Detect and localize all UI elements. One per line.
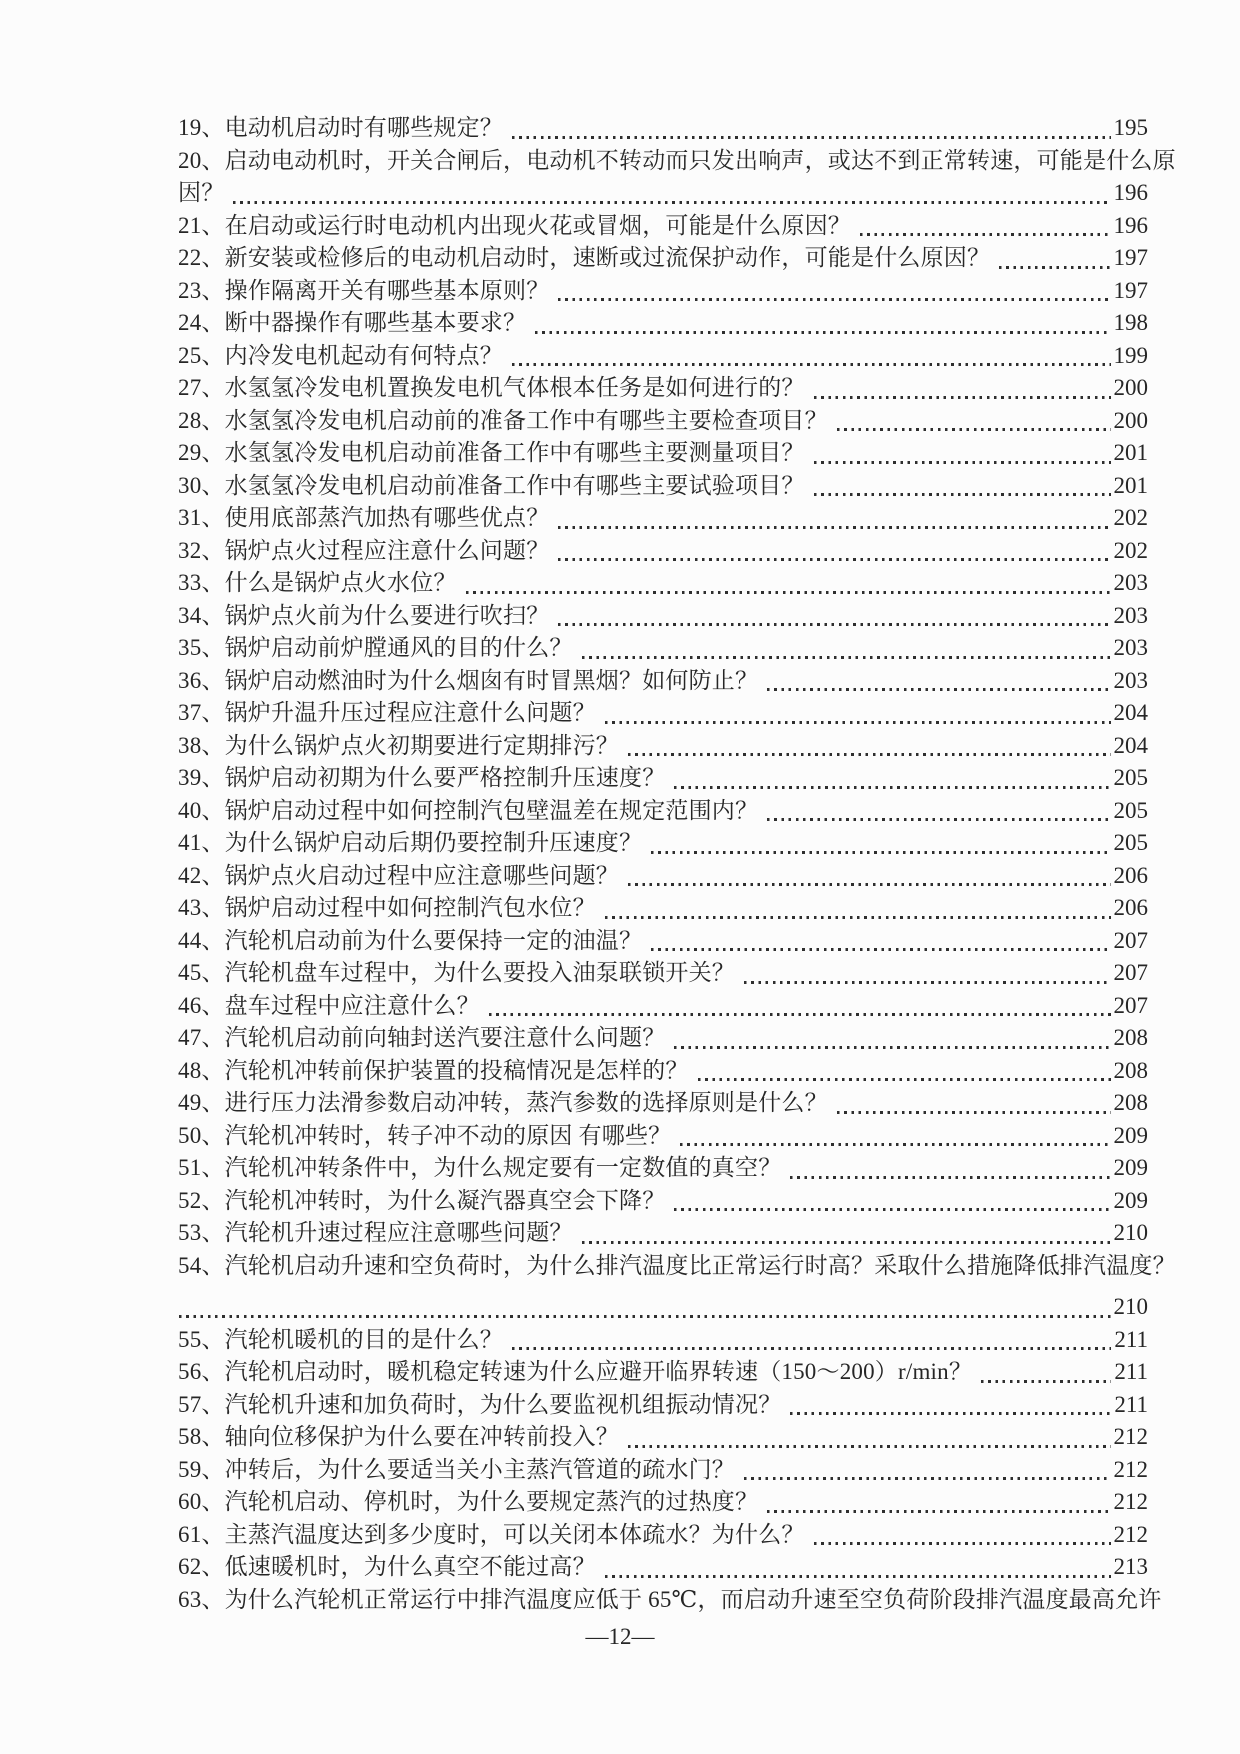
toc-entry-line xyxy=(178,795,1148,828)
toc-entry-line xyxy=(178,340,1148,373)
toc-entry-line xyxy=(178,535,1148,568)
toc-entry-text: 43、锅炉启动过程中如何控制汽包水位？ xyxy=(178,895,596,920)
toc-entry-text: 29、水氢氢冷发电机启动前准备工作中有哪些主要测量项目？ xyxy=(178,440,805,465)
toc-page-number: 206 xyxy=(1113,862,1148,888)
toc-entry-line xyxy=(178,925,1148,958)
dot-leader xyxy=(674,786,1110,789)
toc-entry-text: 49、进行压力法滑参数启动冲转，蒸汽参数的选择原则是什么？ xyxy=(178,1090,828,1115)
toc-page-number: 207 xyxy=(1113,960,1148,985)
toc-entry-line xyxy=(178,1087,1148,1120)
toc-entry-text: 48、汽轮机冲转前保护装置的投稿情况是怎样的？ xyxy=(178,1057,689,1083)
toc-page-number: 205 xyxy=(1113,797,1148,823)
toc-page-number: 204 xyxy=(1113,700,1148,725)
dot-leader xyxy=(837,428,1111,431)
toc-entry-text: 55、汽轮机暖机的目的是什么？ xyxy=(178,1326,503,1352)
toc-entry-text: 37、锅炉升温升压过程应注意什么问题？ xyxy=(178,700,596,725)
toc-entry-line xyxy=(178,827,1148,860)
dot-leader xyxy=(233,201,1110,204)
dot-leader xyxy=(582,1241,1111,1244)
toc-entry-text: 58、轴向位移保护为什么要在冲转前投入？ xyxy=(178,1424,619,1449)
dot-leader xyxy=(535,331,1110,334)
toc-entry-line xyxy=(178,1584,1162,1617)
page-footer-number: —12— xyxy=(585,1624,655,1649)
dot-leader xyxy=(512,136,1111,139)
toc-page-number: 203 xyxy=(1113,602,1148,628)
toc-entry-text: 40、锅炉启动过程中如何控制汽包壁温差在规定范围内？ xyxy=(178,797,759,823)
toc-entry-line xyxy=(178,1250,1176,1283)
dot-leader xyxy=(790,1412,1111,1415)
dot-leader xyxy=(767,688,1110,691)
toc-entry-line xyxy=(178,600,1148,633)
toc-entry-text: 因？ xyxy=(178,180,225,205)
dot-leader xyxy=(582,656,1111,659)
toc-entry-line xyxy=(178,892,1148,925)
toc-page-number: 210 xyxy=(1113,1294,1148,1319)
toc-entry-line xyxy=(178,1486,1148,1519)
dot-leader xyxy=(512,363,1111,366)
dot-leader xyxy=(767,1510,1110,1513)
toc-entry-text: 21、在启动或运行时电动机内出现火花或冒烟，可能是什么原因？ xyxy=(178,212,851,238)
toc-entry-line xyxy=(178,697,1148,730)
toc-entry-line xyxy=(178,1454,1148,1487)
dot-leader xyxy=(628,1445,1111,1448)
toc-entry-line xyxy=(178,502,1148,535)
toc-entry-text: 44、汽轮机启动前为什么要保持一定的油温？ xyxy=(178,927,643,953)
toc-entry-line xyxy=(178,1120,1148,1153)
toc-page-number: 200 xyxy=(1113,375,1148,400)
toc-entry-text: 19、电动机启动时有哪些规定？ xyxy=(178,115,503,140)
toc-entry-line xyxy=(178,112,1148,145)
toc-page-number: 196 xyxy=(1113,180,1148,205)
dot-leader xyxy=(489,1013,1111,1016)
toc-entry-line xyxy=(178,1324,1148,1357)
toc-entry-text: 30、水氢氢冷发电机启动前准备工作中有哪些主要试验项目？ xyxy=(178,472,805,498)
toc-entry-line xyxy=(178,372,1148,405)
toc-entry-text: 36、锅炉启动燃油时为什么烟囱有时冒黑烟？如何防止？ xyxy=(178,667,759,693)
toc-entry-line xyxy=(178,275,1148,308)
toc-page-number: 200 xyxy=(1113,407,1148,433)
dot-leader xyxy=(814,493,1111,496)
toc-entry-line xyxy=(178,665,1148,698)
toc-page-number: 205 xyxy=(1113,830,1148,855)
toc-page-number: 209 xyxy=(1113,1155,1148,1180)
toc-entry-text: 52、汽轮机冲转时，为什么凝汽器真空会下降？ xyxy=(178,1187,666,1213)
toc-entry-line xyxy=(178,405,1148,438)
dot-leader xyxy=(814,396,1111,399)
toc-entry-line xyxy=(178,1421,1148,1454)
dot-leader xyxy=(651,851,1110,854)
toc-page-number: 203 xyxy=(1113,635,1148,660)
toc-entry-text: 53、汽轮机升速过程应注意哪些问题？ xyxy=(178,1220,573,1245)
toc-page-number: 207 xyxy=(1113,927,1148,953)
toc-entry-text: 59、冲转后，为什么要适当关小主蒸汽管道的疏水门？ xyxy=(178,1456,735,1482)
toc-entry-line xyxy=(178,567,1148,600)
toc-entry-line xyxy=(178,1185,1148,1218)
toc-entry-line xyxy=(178,1356,1148,1389)
toc-entry-line xyxy=(178,242,1148,275)
toc-entry-line xyxy=(178,177,1148,210)
dot-leader xyxy=(814,461,1111,464)
toc-page-number: 203 xyxy=(1113,570,1148,595)
dot-leader xyxy=(628,753,1111,756)
toc-page-number: 208 xyxy=(1113,1025,1148,1050)
toc-page-number: 196 xyxy=(1113,212,1148,238)
toc-entry-text: 33、什么是锅炉点火水位？ xyxy=(178,570,457,595)
dot-leader xyxy=(767,818,1110,821)
toc-page-number: 209 xyxy=(1113,1122,1148,1148)
dot-leader xyxy=(558,558,1110,561)
dot-leader xyxy=(981,1380,1111,1383)
toc-page-number: 208 xyxy=(1113,1090,1148,1115)
toc-entry-text: 46、盘车过程中应注意什么？ xyxy=(178,992,480,1018)
toc-entry-line xyxy=(178,1055,1148,1088)
toc-entry-text: 42、锅炉点火启动过程中应注意哪些问题？ xyxy=(178,862,619,888)
toc-entry-text: 22、新安装或检修后的电动机启动时，速断或过流保护动作，可能是什么原因？ xyxy=(178,245,991,270)
toc-entry-line xyxy=(178,437,1148,470)
toc-entry-text: 32、锅炉点火过程应注意什么问题？ xyxy=(178,537,550,563)
toc-entry-text: 28、水氢氢冷发电机启动前的准备工作中有哪些主要检查项目？ xyxy=(178,407,828,433)
toc-entry-text: 45、汽轮机盘车过程中，为什么要投入油泵联锁开关？ xyxy=(178,960,735,985)
toc-entry-text: 25、内冷发电机起动有何特点？ xyxy=(178,342,503,368)
dot-leader xyxy=(744,981,1111,984)
toc-entry-text: 51、汽轮机冲转条件中，为什么规定要有一定数值的真空？ xyxy=(178,1155,782,1180)
dot-leader xyxy=(698,1078,1111,1081)
toc-page-number: 211 xyxy=(1114,1326,1148,1352)
toc-page-number: 211 xyxy=(1114,1359,1148,1384)
toc-entry-text: 31、使用底部蒸汽加热有哪些优点？ xyxy=(178,505,550,530)
toc-entry-text: 54、汽轮机启动升速和空负荷时，为什么排汽温度比正常运行时高？采取什么措施降低排汽温度？ xyxy=(178,1252,1176,1278)
dot-leader xyxy=(837,1111,1111,1114)
toc-entry-text: 27、水氢氢冷发电机置换发电机气体根本任务是如何进行的？ xyxy=(178,375,805,400)
toc-entry-line xyxy=(178,210,1148,243)
toc-entry-line xyxy=(178,1389,1148,1422)
dot-leader xyxy=(651,948,1110,951)
dot-leader xyxy=(558,623,1110,626)
toc-page-number: 201 xyxy=(1113,440,1148,465)
dot-leader xyxy=(179,1315,1111,1318)
toc-page-number: 197 xyxy=(1113,245,1148,270)
toc-page-number: 212 xyxy=(1113,1521,1148,1547)
toc-list xyxy=(178,112,1176,1616)
toc-page-number: 212 xyxy=(1113,1456,1148,1482)
toc-entry-text: 34、锅炉点火前为什么要进行吹扫？ xyxy=(178,602,550,628)
toc-page-number: 208 xyxy=(1113,1057,1148,1083)
dot-leader xyxy=(860,233,1111,236)
toc-page-number: 202 xyxy=(1113,537,1148,563)
toc-entry-text: 38、为什么锅炉点火初期要进行定期排污？ xyxy=(178,732,619,758)
dot-leader xyxy=(674,1046,1110,1049)
toc-entry-line xyxy=(178,762,1148,795)
toc-entry-text: 56、汽轮机启动时，暖机稳定转速为什么应避开临界转速（150～200）r/min？ xyxy=(178,1359,973,1384)
toc-page-number: 205 xyxy=(1113,765,1148,790)
toc-page-number: 213 xyxy=(1113,1554,1148,1579)
toc-entry-line xyxy=(178,1022,1148,1055)
toc-entry-text: 41、为什么锅炉启动后期仍要控制升压速度？ xyxy=(178,830,643,855)
toc-entry-text: 61、主蒸汽温度达到多少度时，可以关闭本体疏水？为什么？ xyxy=(178,1521,805,1547)
dot-leader xyxy=(790,1176,1110,1179)
dot-leader xyxy=(674,1208,1110,1211)
toc-entry-line xyxy=(178,957,1148,990)
toc-entry-line xyxy=(178,632,1148,665)
toc-page-number: 199 xyxy=(1113,342,1148,368)
toc-entry-text: 23、操作隔离开关有哪些基本原则？ xyxy=(178,277,550,303)
dot-leader xyxy=(605,1575,1111,1578)
toc-entry-text: 35、锅炉启动前炉膛通风的目的什么？ xyxy=(178,635,573,660)
toc-page-number: 211 xyxy=(1114,1391,1148,1417)
toc-entry-line xyxy=(178,1551,1148,1584)
toc-entry-text: 39、锅炉启动初期为什么要严格控制升压速度？ xyxy=(178,765,666,790)
dot-leader xyxy=(466,591,1111,594)
toc-page-number: 204 xyxy=(1113,732,1148,758)
toc-entry-line xyxy=(178,1519,1148,1552)
dot-leader xyxy=(512,1347,1111,1350)
toc-page-number: 201 xyxy=(1113,472,1148,498)
toc-page-number: 206 xyxy=(1113,895,1148,920)
dot-leader xyxy=(999,266,1110,269)
dot-leader xyxy=(744,1477,1111,1480)
toc-page-number: 209 xyxy=(1113,1187,1148,1213)
dot-leader xyxy=(628,883,1111,886)
toc-entry-line xyxy=(178,1217,1148,1250)
dot-leader xyxy=(680,1143,1110,1146)
toc-entry-line xyxy=(178,1291,1148,1324)
toc-page-number: 212 xyxy=(1113,1489,1148,1514)
toc-page-number: 202 xyxy=(1113,505,1148,530)
toc-page-number: 212 xyxy=(1113,1424,1148,1449)
toc-entry-text: 63、为什么汽轮机正常运行中排汽温度应低于 65℃，而启动升速至空负荷阶段排汽温度最高允许 xyxy=(178,1586,1162,1612)
toc-page-number: 203 xyxy=(1113,667,1148,693)
toc-entry-line xyxy=(178,730,1148,763)
toc-page-number: 207 xyxy=(1113,992,1148,1018)
dot-leader xyxy=(558,298,1110,301)
toc-entry-text: 60、汽轮机启动、停机时，为什么要规定蒸汽的过热度？ xyxy=(178,1489,759,1514)
toc-entry-text: 20、启动电动机时，开关合闸后，电动机不转动而只发出响声，或达不到正常转速，可能是什么原 xyxy=(178,147,1176,173)
toc-page-number: 195 xyxy=(1113,115,1148,140)
toc-entry-line xyxy=(178,307,1148,340)
toc-page-number: 210 xyxy=(1113,1220,1148,1245)
toc-page-number: 197 xyxy=(1113,277,1148,303)
toc-entry-text: 47、汽轮机启动前向轴封送汽要注意什么问题？ xyxy=(178,1025,666,1050)
dot-leader xyxy=(558,526,1110,529)
toc-entry-line xyxy=(178,145,1176,178)
toc-entry-text: 50、汽轮机冲转时，转子冲不动的原因 有哪些？ xyxy=(178,1122,672,1148)
toc-entry-text: 57、汽轮机升速和加负荷时，为什么要监视机组振动情况？ xyxy=(178,1391,782,1417)
toc-entry-line xyxy=(178,990,1148,1023)
toc-entry-line xyxy=(178,860,1148,893)
toc-entry-text: 24、断中器操作有哪些基本要求？ xyxy=(178,310,527,335)
dot-leader xyxy=(605,721,1111,724)
toc-entry-line xyxy=(178,470,1148,503)
dot-leader xyxy=(814,1542,1111,1545)
toc-entry-line xyxy=(178,1152,1148,1185)
toc-entry-text: 62、低速暖机时，为什么真空不能过高？ xyxy=(178,1554,596,1579)
dot-leader xyxy=(605,916,1111,919)
toc-page-number: 198 xyxy=(1113,310,1148,335)
